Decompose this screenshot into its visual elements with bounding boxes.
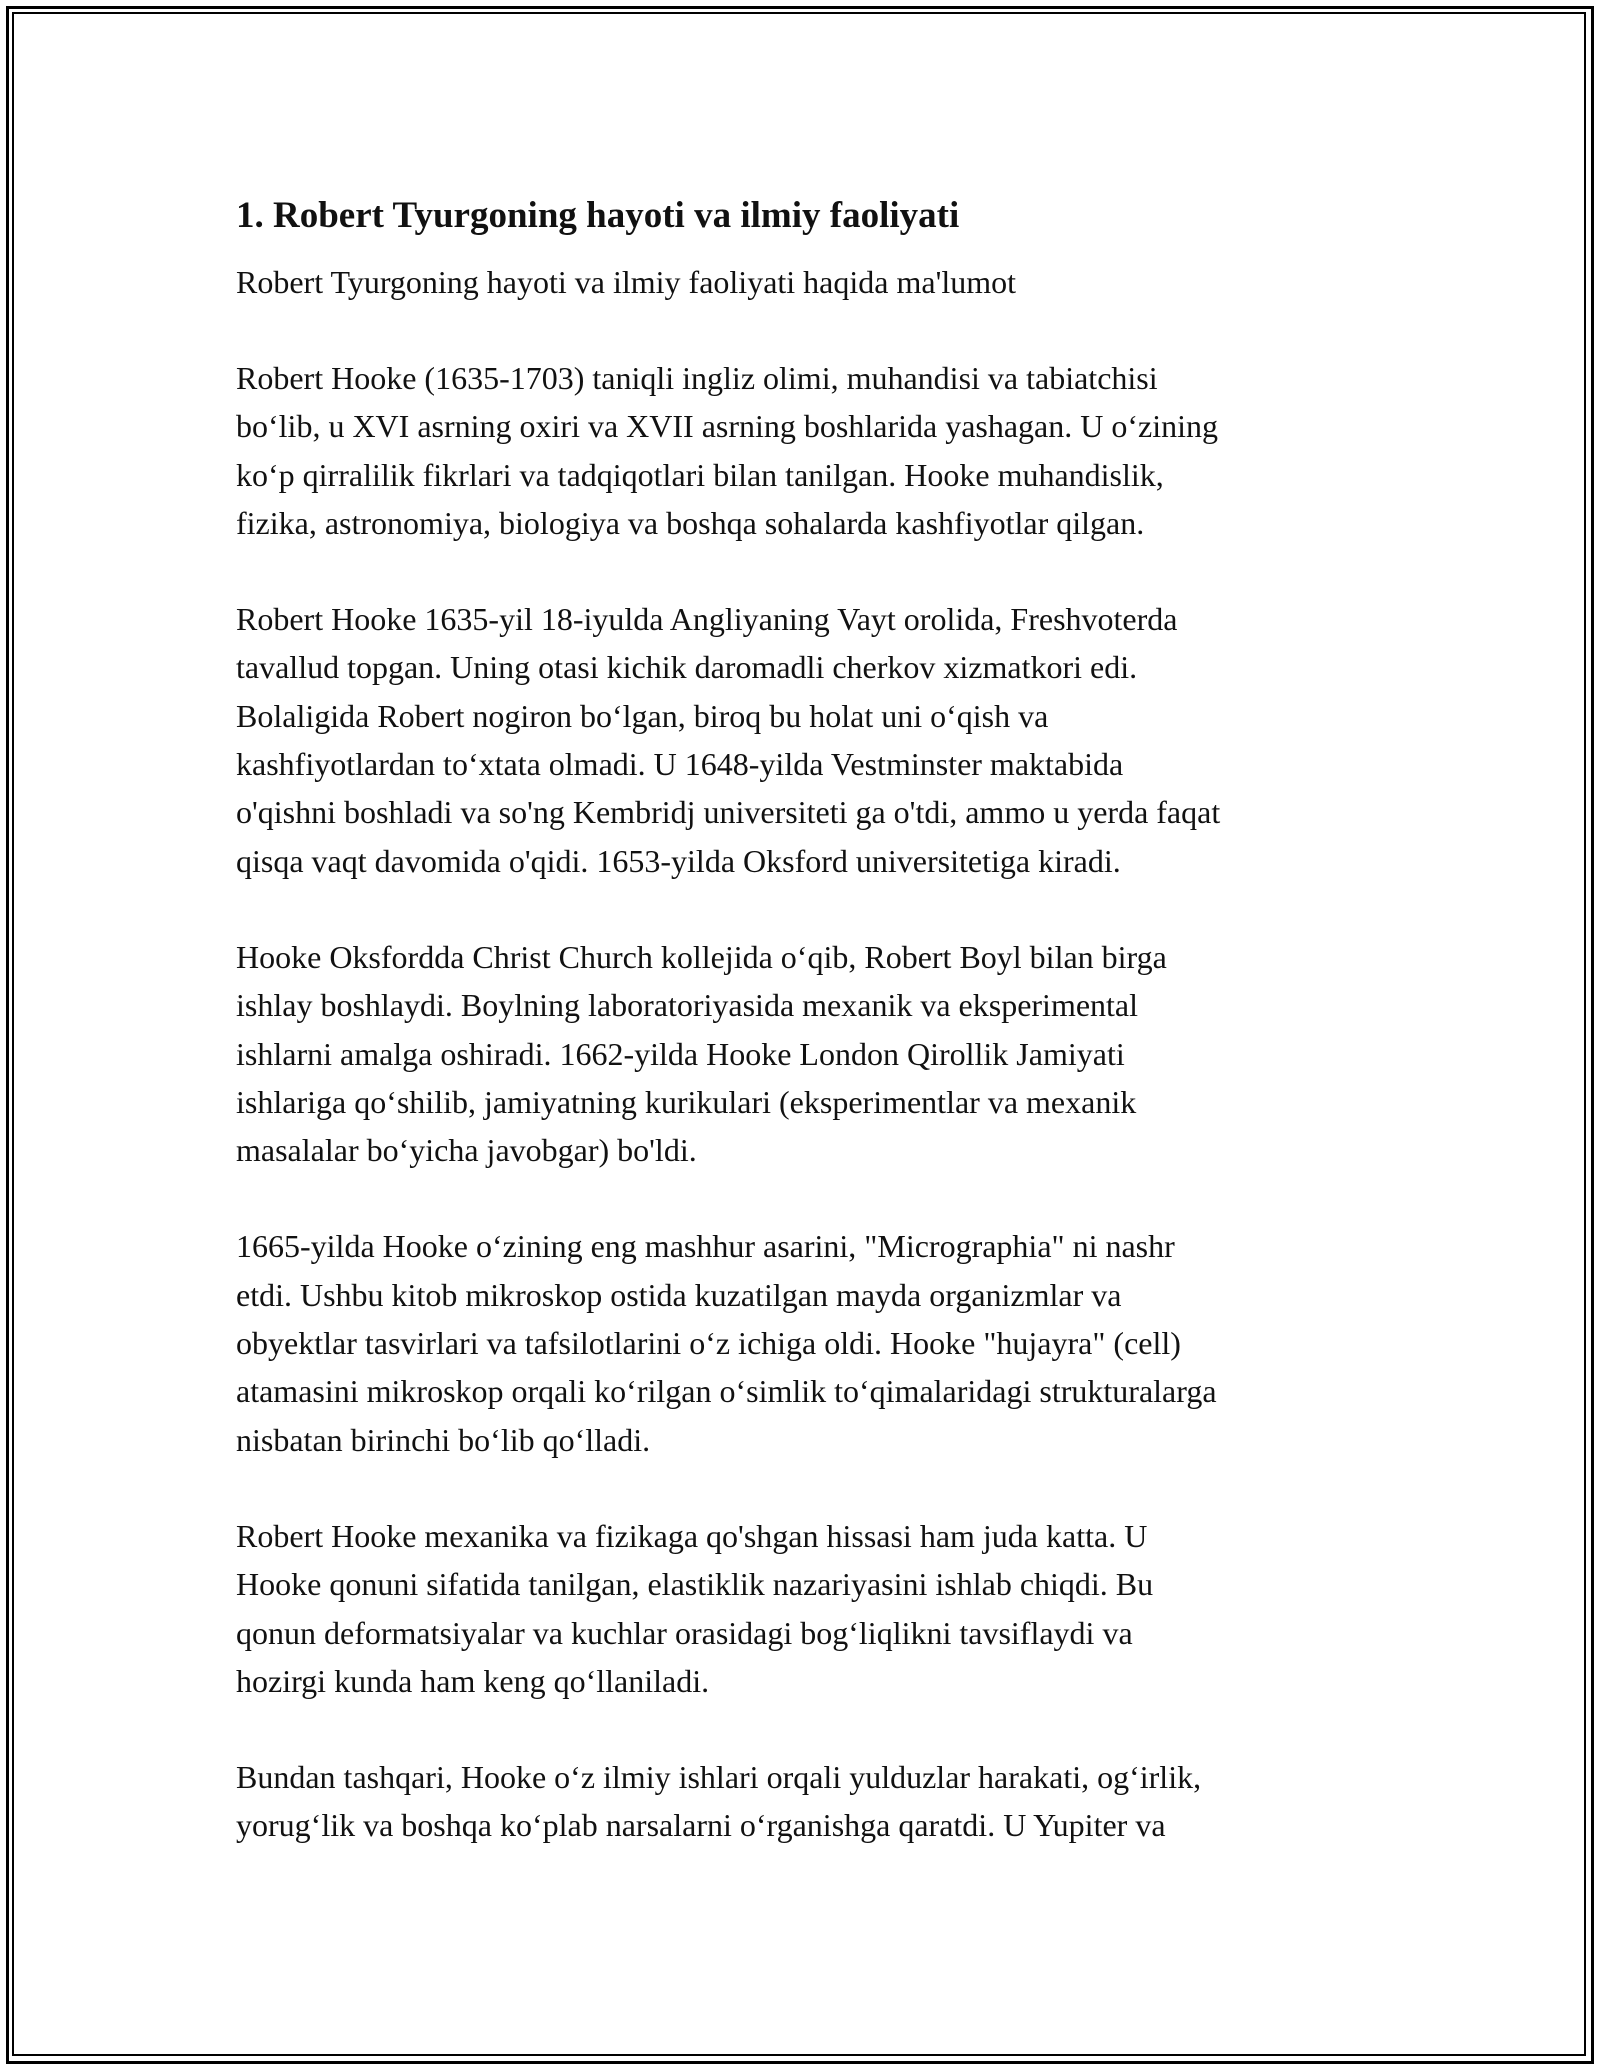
- text-line: bo‘lib, u XVI asrning oxiri va XVII asrning boshlarida yashagan. U o‘zining: [236, 408, 1218, 445]
- paragraph-5: [236, 1512, 1366, 1705]
- text-line: ishlarni amalga oshiradi. 1662-yilda Hooke London Qirollik Jamiyati: [236, 1035, 1125, 1072]
- text-line: Bolaligida Robert nogiron bo‘lgan, biroq bu holat uni o‘qish va: [236, 697, 1049, 734]
- text-line: qonun deformatsiyalar va kuchlar orasidagi bog‘liqlikni tavsiflaydi va: [236, 1614, 1133, 1651]
- paragraph-4: [236, 1222, 1366, 1463]
- paragraph-6: [236, 1753, 1366, 1850]
- text-line: yorug‘lik va boshqa ko‘plab narsalarni o‘rganishga qaratdi. U Yupiter va: [236, 1807, 1166, 1844]
- paragraph-2: [236, 595, 1366, 885]
- text-line: ishlay boshlaydi. Boylning laboratoriyasida mexanik va eksperimental: [236, 987, 1139, 1024]
- paragraph-3: [236, 933, 1366, 1174]
- text-line: Robert Hooke (1635-1703) taniqli ingliz olimi, muhandisi va tabiatchisi: [236, 360, 1158, 396]
- text-line: obyektlar tasvirlari va tafsilotlarini o‘z ichiga oldi. Hooke "hujayra" (cell): [236, 1325, 1181, 1362]
- text-line: kashfiyotlardan to‘xtata olmadi. U 1648-yilda Vestminster maktabida: [236, 746, 1124, 783]
- text-line: masalalar bo‘yicha javobgar) bo'ldi.: [236, 1132, 697, 1169]
- text-line: nisbatan birinchi bo‘lib qo‘lladi.: [236, 1421, 651, 1458]
- text-line: 1665-yilda Hooke o‘zining eng mashhur asarini, "Micrographia" ni nashr: [236, 1228, 1175, 1265]
- text-line: Hooke Oksfordda Christ Church kollejida o‘qib, Robert Boyl bilan birga: [236, 938, 1167, 975]
- text-line: o'qishni boshladi va so'ng Kembridj universiteti ga o'tdi, ammo u yerda faqat: [236, 794, 1221, 831]
- text-line: ko‘p qirralilik fikrlari va tadqiqotlari bilan tanilgan. Hooke muhandislik,: [236, 456, 1164, 493]
- document-subtitle: Robert Tyurgoning hayoti va ilmiy faoliyati haqida ma'lumot: [236, 264, 1016, 300]
- text-line: Hooke qonuni sifatida tanilgan, elastiklik nazariyasini ishlab chiqdi. Bu: [236, 1566, 1154, 1603]
- text-line: ishlariga qo‘shilib, jamiyatning kurikulari (eksperimentlar va mexanik: [236, 1083, 1137, 1120]
- text-line: atamasini mikroskop orqali ko‘rilgan o‘simlik to‘qimalaridagi strukturalarga: [236, 1373, 1217, 1410]
- page-title: 1. Robert Tyurgoning hayoti va ilmiy faoliyati: [236, 195, 960, 236]
- document-body: [236, 186, 1366, 1850]
- text-line: fizika, astronomiya, biologiya va boshqa sohalarda kashfiyotlar qilgan.: [236, 504, 1145, 541]
- paragraph-1: [236, 354, 1366, 547]
- text-line: Robert Hooke 1635-yil 18-iyulda Angliyaning Vayt orolida, Freshvoterda: [236, 601, 1178, 638]
- text-line: tavallud topgan. Uning otasi kichik daromadli cherkov xizmatkori edi.: [236, 649, 1138, 686]
- text-line: Robert Hooke mexanika va fizikaga qo'shgan hissasi ham juda katta. U: [236, 1517, 1148, 1554]
- text-line: qisqa vaqt davomida o'qidi. 1653-yilda Oksford universitetiga kiradi.: [236, 842, 1121, 879]
- text-line: Bundan tashqari, Hooke o‘z ilmiy ishlari orqali yulduzlar harakati, og‘irlik,: [236, 1759, 1202, 1796]
- text-line: hozirgi kunda ham keng qo‘llaniladi.: [236, 1662, 710, 1699]
- text-line: etdi. Ushbu kitob mikroskop ostida kuzatilgan mayda organizmlar va: [236, 1276, 1122, 1313]
